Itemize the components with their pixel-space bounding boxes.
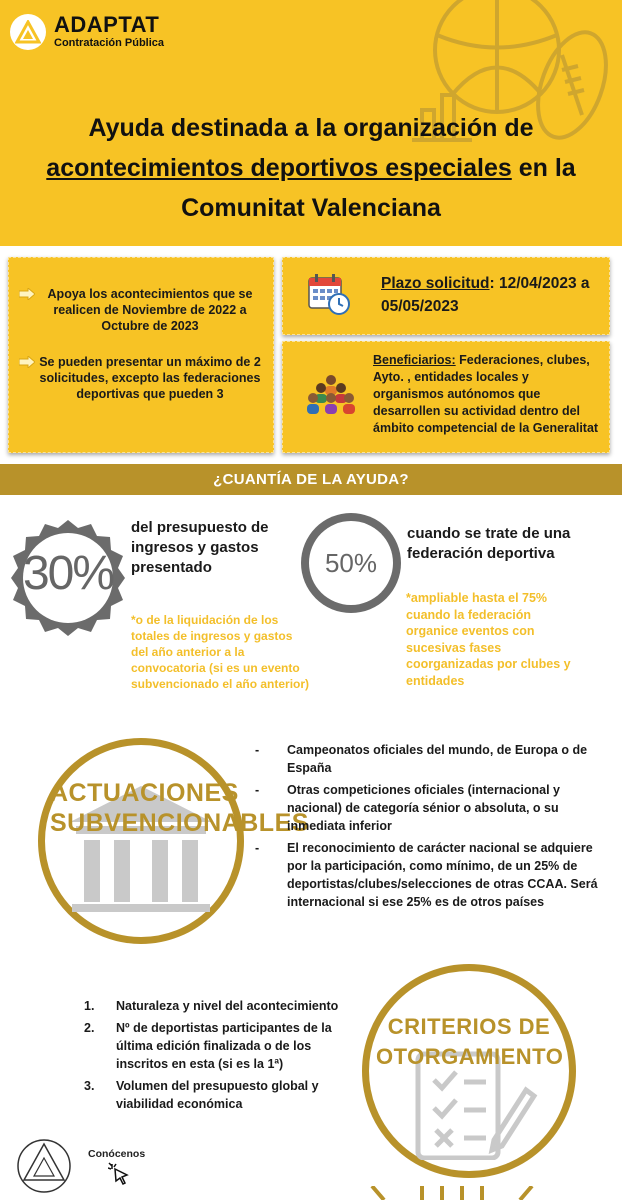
- list-item-text: Nº de deportistas participantes de la última edición finalizada o de los inscritos en esta (si es la 1ª): [116, 1021, 332, 1071]
- section-heading-cuantia: ¿CUANTÍA DE LA AYUDA?: [0, 464, 622, 495]
- title-line-2-rest: en la: [511, 154, 576, 182]
- list-item-text: Campeonatos oficiales del mundo, de Europa o de España: [287, 743, 588, 775]
- number-marker: 1.: [84, 999, 95, 1013]
- list-item: [19, 286, 263, 334]
- bottom-ornament-icon: [362, 1186, 542, 1200]
- bullet-text: Apoya los acontecimientos que se realicen de Noviembre de 2022 a Octubre de 2023: [47, 287, 253, 333]
- list-item-text: Volumen del presupuesto global y viabilidad económica: [116, 1079, 319, 1111]
- info-box-plazo: [282, 257, 610, 335]
- bullet-text: Se pueden presentar un máximo de 2 solicitudes, excepto las federaciones deportivas que pueden 3: [39, 355, 261, 401]
- logo-triangle-icon: [10, 14, 46, 50]
- beneficiarios-value: Federaciones, clubes, Ayto. , entidades locales y organismos autónomos que desarrollen su actividad dentro del ámbito competencial de la Generalitat: [373, 353, 599, 435]
- footer-logo-icon[interactable]: [6, 1132, 86, 1194]
- brand-subtitle: Contratación Pública: [54, 37, 165, 49]
- dash-marker: -: [255, 743, 260, 757]
- actuaciones-title-line-2: SUBVENCIONABLES: [50, 809, 309, 837]
- conocenos-label: Conócenos: [88, 1148, 146, 1160]
- number-marker: 2.: [84, 1021, 95, 1035]
- cuantia-description: cuando se trate de una federación deportiva: [407, 525, 571, 562]
- list-item-text: Naturaleza y nivel del acontecimiento: [116, 999, 339, 1013]
- list-item: [255, 839, 607, 911]
- criterios-title: [376, 1012, 562, 1072]
- calendar-icon: [307, 272, 351, 316]
- list-item: [84, 1077, 346, 1113]
- brand-name: ADAPTAT: [54, 12, 160, 37]
- cursor-click-icon: [108, 1162, 132, 1186]
- group-people-icon: [307, 374, 355, 418]
- plazo-label: Plazo solicitud: [381, 275, 490, 292]
- actuaciones-title: [50, 778, 309, 838]
- list-item: [84, 997, 346, 1015]
- actuaciones-title-line-1: ACTUACIONES: [50, 779, 239, 807]
- page-title: [30, 108, 592, 228]
- criterios-title-line-1: CRITERIOS DE: [387, 1014, 551, 1039]
- cuantia-description: del presupuesto de ingresos y gastos presentado: [131, 519, 269, 576]
- dash-marker: -: [255, 841, 260, 855]
- number-marker: 3.: [84, 1079, 95, 1093]
- info-box-conditions: [8, 257, 274, 453]
- conocenos-link[interactable]: [88, 1148, 145, 1186]
- info-box-beneficiarios: [282, 341, 610, 453]
- beneficiarios-text: [373, 352, 599, 437]
- plazo-value: : 12/04/2023 a 05/05/2023: [381, 275, 590, 315]
- criterios-title-line-2: OTORGAMIENTO: [376, 1044, 564, 1069]
- arrow-right-icon: [19, 354, 37, 402]
- cuantia-note: *o de la liquidación de los totales de ingresos y gastos del año anterior a la convocatoria (si es un evento subvencionado el año anterior): [131, 613, 310, 691]
- title-line-2: [30, 148, 592, 188]
- dash-marker: -: [255, 783, 260, 797]
- list-item: [255, 781, 607, 835]
- list-item-text: Otras competiciones oficiales (internacional y nacional) de categoría sénior o absoluta, o su inmediata inferior: [287, 783, 561, 833]
- list-item-text: El reconocimiento de carácter nacional se adquiere por la participación, como mínimo, de un 25% de deportistas/clubes/selecciones de otras CCAA. Será internacional si ese 25% es de otros países: [287, 841, 598, 909]
- title-line-1: Ayuda destinada a la organización de: [88, 114, 534, 142]
- list-item: [84, 1019, 346, 1073]
- criterios-list: [84, 997, 346, 1117]
- arrow-right-icon: [19, 286, 37, 334]
- brand-logo[interactable]: [10, 14, 164, 50]
- list-item: [255, 741, 607, 777]
- cuantia-note: *ampliable hasta el 75% cuando la federación organice eventos con sucesivas fases coorganizadas por clubes y entidades: [406, 591, 571, 688]
- header-banner: [0, 0, 622, 246]
- title-underlined: acontecimientos deportivos especiales: [46, 154, 512, 182]
- percent-50: 50%: [324, 548, 378, 578]
- title-line-3: Comunitat Valenciana: [181, 194, 441, 222]
- actuaciones-list: [255, 741, 607, 915]
- beneficiarios-label: Beneficiarios:: [373, 353, 456, 367]
- plazo-text: [381, 272, 599, 318]
- percent-30: 30%: [22, 547, 114, 600]
- list-item: [19, 354, 263, 402]
